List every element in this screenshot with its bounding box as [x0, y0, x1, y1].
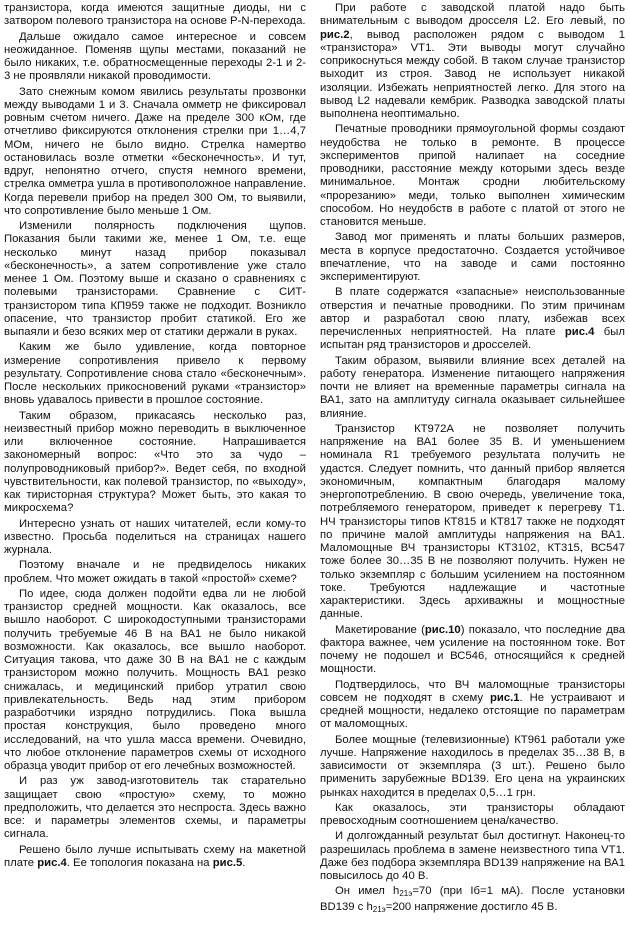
- right-column: [320, 2, 625, 918]
- text: ) показало, что последние два фактора важнее, чем усиление на постоянном токе. Вот почему не подошел и ВС546, относящийся к средней мощности.: [320, 623, 625, 676]
- paragraph: Каким же было удивление, когда повторное измерение сопротивления привело к первому результату. Сопротивление снова стало «бесконечным». После нескольких прикосновений руками «транзистор» вновь удавалось привести в прошлое состояние.: [4, 341, 306, 407]
- figure-ref: рис.2: [320, 28, 350, 41]
- text: При работе с заводской платой надо быть внимательным с выводом дросселя L2. Его левый, по: [320, 2, 625, 28]
- text: был испытан ряд транзисторов и дросселей.: [320, 326, 625, 352]
- paragraph: [320, 2, 625, 121]
- figure-ref: рис.4: [37, 856, 67, 869]
- subscript: 21э: [372, 904, 386, 914]
- paragraph: Дальше ожидало самое интересное и совсем неожиданное. Поменяв щупы местами, показаний не было никаких, т.е. обратносмещенные переходы 2-1 и 2-3 не проявляли никакой проводимости.: [4, 30, 306, 83]
- paragraph: транзистора, когда имеются защитные диоды, ни с затвором полевого транзистора на основе P-N-перехода.: [4, 2, 306, 28]
- paragraph: [320, 885, 625, 916]
- figure-ref: рис.1: [489, 691, 520, 704]
- left-column: [4, 2, 306, 872]
- paragraph: По идее, сюда должен подойти едва ли не любой транзистор средней мощности. Как оказалось, все вышло наоборот. С широкодоступными транзисторами получить требуемые 46 В на ВА1 не было никакой возможности. Как оказалось, все вышло наоборот. Ситуация такова, что даже 30 В на ВА1 не с каждым транзистором можно получить. Мощность ВА1 резко снижалась, и медицинский прибор утратил свою привлекательность. Ведь над этим прибором разработчики изрядно потрудились. Пока вышла простая конструкция, было проведено много исследований, на что ушла масса времени. Очевидно, что любое отклонение параметров схемы от исходного образца уводит прибор от его лечебных возможностей.: [4, 587, 306, 772]
- text: Подтвердилось, что ВЧ маломощные транзисторы совсем не подходят в схему: [320, 678, 625, 704]
- paragraph: Поэтому вначале и не предвиделось никаких проблем. Что может ожидать в такой «простой» схеме?: [4, 559, 306, 585]
- figure-ref: рис.4: [564, 326, 595, 338]
- subscript: 21э: [399, 889, 413, 899]
- text: . Не устраивают и средней мощности, недалеко отстоящие по параметрам от маломощных.: [320, 691, 625, 731]
- text: В плате содержатся «запасные» неиспользованные отверстия и печатные проводники. По этим причинам автор и разработал свою плату, избежав всех перечисленных неприятностей. На плате: [320, 286, 625, 338]
- figure-ref: рис.10: [424, 623, 461, 636]
- text: . Ее топология показана на: [66, 856, 213, 869]
- paragraph: Зато снежным комом явились результаты прозвонки между выводами 1 и 3. Сначала омметр не фиксировал ровным счетом ничего. Даже на пределе 300 кОм, где отчетливо фиксируются отклонения стрелки при 1…4,7 МОм, ничего не было видно. Стрелка намертво остановилась возле отметки «бесконечность». И тут, вдруг, непонятно отчего, спустя немного времени, стрелка омметра ушла в противоположное направление. Когда перевели прибор на предел 300 Ом, то выявили, что сопротивление было меньше 1 Ом.: [4, 85, 306, 217]
- text: , вывод расположен рядом с выводом 1 «транзистора» VT1. Эти выводы могут случайно соприкоснуться между собой. В таком случае транзистор выходит из строя. Завод не использует никакой изоляции. Избежать неприятностей легко. Для этого на вывод L2 надевали кембрик. Разводка заводской платы выполнена неоптимально.: [320, 28, 625, 120]
- paragraph: Интересно узнать от наших читателей, если кому-то известно. Просьба поделиться на страницах нашего журнала.: [4, 517, 306, 556]
- paragraph: [4, 844, 306, 871]
- paragraph: Как оказалось, эти транзисторы обладают превосходным соотношением цена/качество.: [320, 801, 625, 827]
- text: Он имел h: [335, 885, 400, 898]
- figure-ref: рис.5: [212, 856, 243, 869]
- paragraph: Таким образом, выявили влияние всех деталей на работу генератора. Изменение питающего напряжения почти не влияет на временные параметры сигнала на ВА1, зато на амплитуду сигнала оказывает сильнейшее влияние.: [320, 354, 625, 420]
- paragraph: Печатные проводники прямоугольной формы создают неудобства не только в ремонте. В процессе экспериментов припой налипает на соседние проводники, расстояние между которыми здесь везде минимальное. Монтаж сродни любительскому «прорезанию» меди, только выполнен химическим способом. Но неудобств в работе с платой от этого не становится меньше.: [320, 123, 625, 228]
- paragraph: Более мощные (телевизионные) КТ961 работали уже лучше. Напряжение находилось в пределах 35…38 В, в зависимости от экземпляра (3 шт.). Решено было применить зарубежные BD139. Его цена на украинских рынках находится в пределах 0,5…1 грн.: [320, 733, 625, 799]
- paragraph: Изменили полярность подключения щупов. Показания были такими же, менее 1 Ом, т.е. еще несколько минут назад прибор показывал «бесконечность», а затем сопротивление уже стало менее 1 Ом. Поэтому выше и сказано о сравнениях с полевыми транзисторами. Сравнение с СИТ-транзистором типа КП959 также не подходит. Возникло опасение, что транзистор пробит статикой. Его же выпаяли и безо всяких мер от статики держали в руках.: [4, 220, 306, 338]
- text: Решено было лучше испытывать схему на макетной плате: [4, 843, 306, 869]
- text: Макетирование (: [335, 623, 425, 636]
- paragraph: [320, 624, 625, 677]
- paragraph: Транзистор КТ972А не позволяет получить напряжение на ВА1 более 35 В. И уменьшением номинала R1 требуемого результата получить не удастся. Следует помнить, что данный прибор является экономичным, компактным благодаря малому энергопотреблению. В свою очередь, увеличение тока, потребляемого генератором, приведет к перегреву Т1. НЧ транзисторы типов КТ815 и КТ817 также не подходят по причине малой амплитуды напряжения на ВА1. Маломощные ВЧ транзисторы КТ3102, КТ315, ВС547 тоже более 30…35 В не позволяют получить. Нужен не только экземпляр с большим усилением на постоянном токе. Требуются надлежащие и частотные характеристики. Здесь архиважны и мощностные данные.: [320, 422, 625, 621]
- paragraph: И долгожданный результат был достигнут. Наконец-то разрешилась проблема в замене неизвестного типа VT1. Даже без подбора экземпляра BD139 напряжение на ВА1 повысилось до 40 В.: [320, 830, 625, 882]
- paragraph: [320, 286, 625, 352]
- text: =70 (при Iб=1 мА). После установки BD139 с h: [320, 885, 625, 913]
- text: .: [242, 856, 246, 869]
- paragraph: Завод мог применять и платы больших размеров, места в корпусе предостаточно. Создается устойчивое впечатление, что на заводе и сами постоянно экспериментируют.: [320, 231, 625, 283]
- paragraph: Таким образом, прикасаясь несколько раз, неизвестный прибор можно переводить в выключенное или включенное состояние. Напрашивается закономерный вопрос: «Что это за чудо – полупроводниковый прибор?». Ведет себя, по входной чувствительности, как полевой транзистор, по «выходу», как тиристорная структура? Может быть, это какая то микросхема?: [4, 409, 306, 515]
- paragraph: И раз уж завод-изготовитель так старательно защищает свою «простую» схему, то можно предположить, что делается это неспроста. Здесь важно все: и параметры элементов схемы, и параметры сигнала.: [4, 775, 306, 841]
- text: =200 напряжение достигло 45 В.: [385, 900, 558, 913]
- paragraph: [320, 679, 625, 732]
